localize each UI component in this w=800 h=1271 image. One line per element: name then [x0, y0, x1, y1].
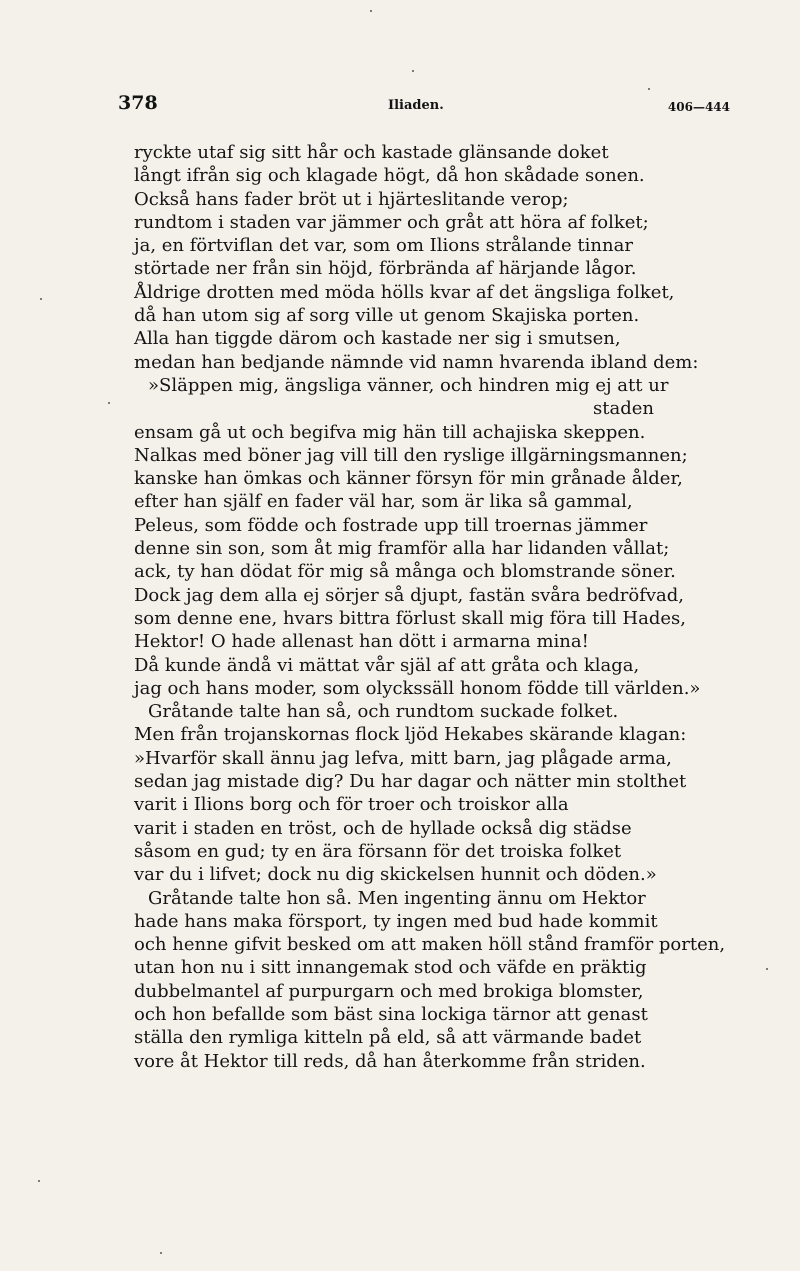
scan-speck: [412, 70, 414, 72]
text-line: denne sin son, som åt mig framför alla har lidanden vållat;: [134, 538, 670, 560]
text-line: långt ifrån sig och klagade högt, då hon skådade sonen.: [134, 165, 645, 187]
text-line: Men från trojanskornas flock ljöd Hekabes skärande klagan:: [134, 724, 687, 746]
text-line: Gråtande talte hon så. Men ingenting ännu om Hektor: [148, 887, 646, 909]
text-line: rundtom i staden var jämmer och gråt att höra af folket;: [134, 211, 649, 233]
text-line: medan han bedjande nämnde vid namn hvarenda ibland dem:: [134, 351, 699, 373]
text-line: varit i Ilions borg och för troer och troiskor alla: [134, 794, 569, 816]
text-line: och hon befallde som bäst sina lockiga tärnor att genast: [134, 1003, 648, 1025]
text-line: ja, en förtviflan det var, som om Ilions strålande tinnar: [134, 235, 633, 257]
text-line: Hektor! O hade allenast han dött i armarna mina!: [134, 631, 589, 653]
text-line: Nalkas med böner jag vill till den ryslige illgärningsmannen;: [134, 444, 688, 466]
text-line: Peleus, som födde och fostrade upp till troernas jämmer: [134, 514, 648, 536]
text-line: jag och hans moder, som olyckssäll honom födde till världen.»: [134, 677, 701, 699]
text-line: Åldrige drotten med möda hölls kvar af det ängsliga folket,: [134, 281, 675, 303]
text-line: varit i staden en tröst, och de hyllade också dig städse: [134, 817, 632, 839]
text-line: »Släppen mig, ängsliga vänner, och hindren mig ej att ur: [148, 374, 669, 396]
scan-speck: [108, 402, 110, 404]
scan-speck: [40, 298, 42, 300]
poem-text: [134, 141, 724, 1073]
text-line: sedan jag mistade dig? Du har dagar och nätter min stolthet: [134, 771, 687, 793]
text-line: var du i lifvet; dock nu dig skickelsen hunnit och döden.»: [134, 864, 657, 886]
text-line: utan hon nu i sitt innangemak stod och väfde en präktig: [134, 957, 647, 979]
text-line: som denne ene, hvars bittra förlust skall mig föra till Hades,: [134, 607, 686, 629]
text-line: Då kunde ändå vi mättat vår själ af att gråta och klaga,: [134, 654, 640, 676]
text-line: efter han själf en fader väl har, som är lika så gammal,: [134, 491, 633, 513]
line-range: 406—444: [667, 100, 730, 114]
scan-speck: [160, 1252, 162, 1254]
text-line: ställa den rymliga kitteln på eld, så att värmande badet: [134, 1027, 642, 1049]
text-line: Också hans fader bröt ut i hjärteslitande verop;: [134, 188, 569, 210]
text-line: och henne gifvit besked om att maken höll stånd framför porten,: [134, 934, 726, 956]
text-line: då han utom sig af sorg ville ut genom Skajiska porten.: [134, 305, 640, 327]
text-line: dubbelmantel af purpurgarn och med brokiga blomster,: [134, 980, 644, 1002]
text-line: såsom en gud; ty en ära försann för det troiska folket: [134, 840, 622, 862]
text-line: hade hans maka försport, ty ingen med bud hade kommit: [134, 910, 658, 932]
text-line-continuation: staden: [593, 398, 654, 420]
text-line: Gråtande talte han så, och rundtom suckade folket.: [148, 701, 619, 723]
text-line: ensam gå ut och begifva mig hän till achajiska skeppen.: [134, 421, 646, 443]
text-line: ryckte utaf sig sitt hår och kastade glänsande doket: [134, 142, 609, 163]
text-line: störtade ner från sin höjd, förbrända af härjande lågor.: [134, 258, 637, 280]
text-line: vore åt Hektor till reds, då han återkomme från striden.: [134, 1050, 646, 1072]
text-line: Dock jag dem alla ej sörjer så djupt, fastän svåra bedröfvad,: [134, 584, 685, 606]
scan-speck: [766, 968, 768, 970]
page-header: [118, 92, 730, 122]
text-line: Alla han tiggde därom och kastade ner sig i smutsen,: [134, 328, 621, 350]
page-number: 378: [118, 92, 158, 114]
text-line: ack, ty han dödat för mig så många och blomstrande söner.: [134, 561, 676, 583]
running-title: Iliaden.: [388, 98, 444, 113]
text-line: kanske han ömkas och känner försyn för min grånade ålder,: [134, 468, 683, 490]
scan-speck: [648, 88, 650, 90]
scan-speck: [370, 10, 372, 12]
text-line: »Hvarför skall ännu jag lefva, mitt barn, jag plågade arma,: [134, 747, 672, 769]
scan-speck: [38, 1180, 40, 1182]
